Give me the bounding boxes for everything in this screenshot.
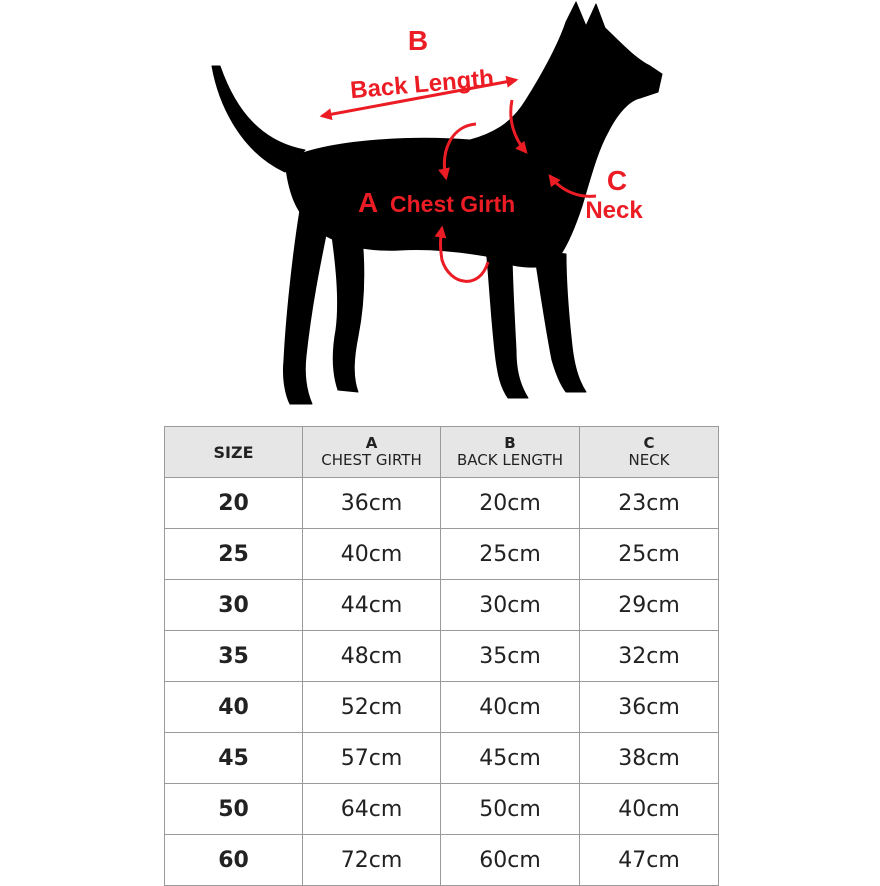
chest-cell: 72cm bbox=[303, 835, 441, 886]
header-neck-letter: C bbox=[643, 434, 655, 452]
table-row bbox=[165, 835, 719, 886]
back-cell: 20cm bbox=[441, 478, 580, 529]
back-cell: 25cm bbox=[441, 529, 580, 580]
neck-cell: 23cm bbox=[580, 478, 719, 529]
dog-front-leg-back bbox=[486, 246, 528, 398]
chest-cell: 57cm bbox=[303, 733, 441, 784]
chest-cell: 48cm bbox=[303, 631, 441, 682]
back-cell: 30cm bbox=[441, 580, 580, 631]
neck-cell: 32cm bbox=[580, 631, 719, 682]
dog-front-leg-front bbox=[534, 250, 586, 392]
dog-hind-leg-back bbox=[283, 210, 330, 404]
chest-cell: 52cm bbox=[303, 682, 441, 733]
size-chart-table bbox=[164, 426, 719, 886]
chest-cell: 36cm bbox=[303, 478, 441, 529]
size-cell: 60 bbox=[165, 835, 303, 886]
neck-cell: 40cm bbox=[580, 784, 719, 835]
neck-cell: 25cm bbox=[580, 529, 719, 580]
table-row bbox=[165, 478, 719, 529]
chest-girth-label: Chest Girth bbox=[390, 191, 516, 217]
header-size: SIZE bbox=[165, 427, 303, 478]
table-row bbox=[165, 580, 719, 631]
table-row bbox=[165, 733, 719, 784]
chest-cell: 40cm bbox=[303, 529, 441, 580]
table-row bbox=[165, 631, 719, 682]
header-back-letter: B bbox=[504, 434, 516, 452]
size-cell: 25 bbox=[165, 529, 303, 580]
dog-hind-leg-front bbox=[330, 222, 364, 392]
back-cell: 45cm bbox=[441, 733, 580, 784]
neck-cell: 29cm bbox=[580, 580, 719, 631]
header-back-length bbox=[441, 427, 580, 478]
chest-cell: 44cm bbox=[303, 580, 441, 631]
header-chest-girth bbox=[303, 427, 441, 478]
table-row bbox=[165, 529, 719, 580]
header-chest-name: CHEST GIRTH bbox=[321, 451, 422, 469]
chest-girth-letter: A bbox=[358, 187, 379, 218]
header-chest-letter: A bbox=[365, 434, 378, 452]
size-cell: 50 bbox=[165, 784, 303, 835]
back-length-label: Back Length bbox=[349, 64, 495, 105]
neck-label: Neck bbox=[585, 197, 643, 224]
back-length-letter: B bbox=[407, 25, 429, 56]
table-row bbox=[165, 784, 719, 835]
size-cell: 30 bbox=[165, 580, 303, 631]
header-back-name: BACK LENGTH bbox=[457, 451, 563, 469]
chest-cell: 64cm bbox=[303, 784, 441, 835]
size-cell: 20 bbox=[165, 478, 303, 529]
dog-tail bbox=[212, 66, 305, 172]
dog-measurement-diagram bbox=[0, 0, 880, 420]
neck-cell: 36cm bbox=[580, 682, 719, 733]
size-cell: 40 bbox=[165, 682, 303, 733]
neck-letter: C bbox=[606, 165, 628, 196]
size-cell: 35 bbox=[165, 631, 303, 682]
size-cell: 45 bbox=[165, 733, 303, 784]
neck-cell: 38cm bbox=[580, 733, 719, 784]
header-row bbox=[165, 427, 719, 478]
back-cell: 60cm bbox=[441, 835, 580, 886]
back-cell: 40cm bbox=[441, 682, 580, 733]
header-neck bbox=[580, 427, 719, 478]
back-cell: 35cm bbox=[441, 631, 580, 682]
back-cell: 50cm bbox=[441, 784, 580, 835]
neck-cell: 47cm bbox=[580, 835, 719, 886]
header-neck-name: NECK bbox=[628, 451, 670, 469]
table-row bbox=[165, 682, 719, 733]
